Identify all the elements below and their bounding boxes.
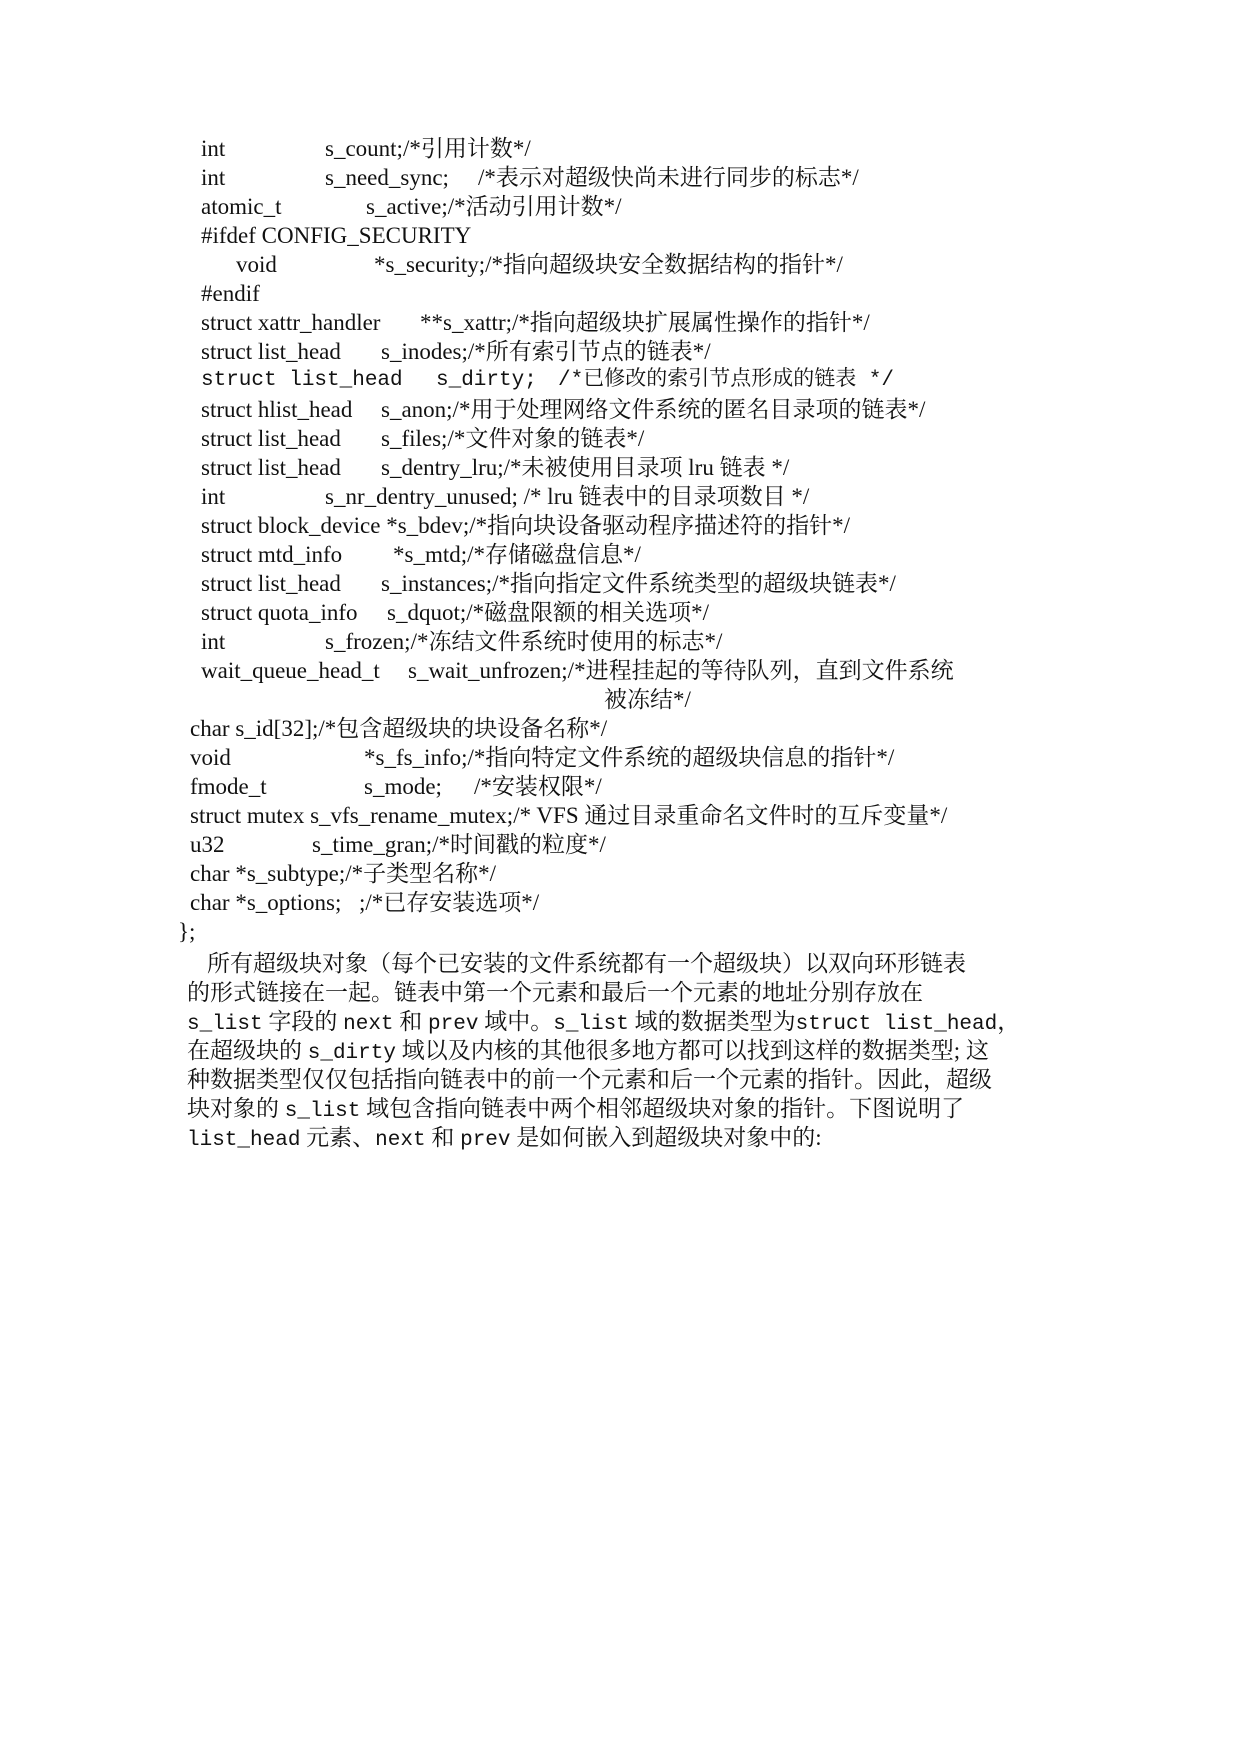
code-type: struct list_head: [201, 571, 341, 596]
code-member: s_active;/*活动引用计数*/: [366, 194, 622, 219]
code-directive: #endif: [201, 281, 260, 306]
code-type: struct xattr_handler: [201, 310, 381, 335]
code-member: *s_security;/*指向超级块安全数据结构的指针*/: [374, 252, 843, 277]
inline-text: 域包含指向链表中两个相邻超级块对象的指针。下图说明了: [360, 1096, 965, 1121]
code-type: int: [201, 629, 226, 654]
code-comment: /*已修改的索引节点形成的链表 */: [558, 369, 895, 392]
code-statement: char *s_subtype;/*子类型名称*/: [190, 861, 496, 886]
code-type: struct hlist_head: [201, 397, 353, 422]
code-member: *s_mtd;/*存储磁盘信息*/: [393, 542, 641, 567]
inline-text: 块对象的: [187, 1096, 285, 1121]
code-member: ;/*已存安装选项*/: [359, 890, 540, 915]
code-closing-brace: };: [178, 919, 196, 944]
code-statement: struct mutex s_vfs_rename_mutex;/* VFS 通过目录重命名文件时的互斥变量*/: [190, 803, 948, 828]
code-member: s_time_gran;/*时间戳的粒度*/: [312, 832, 606, 857]
inline-code: s_dirty: [307, 1042, 396, 1065]
code-statement: struct block_device *s_bdev;/*指向块设备驱动程序描述符的指针*/: [201, 513, 851, 538]
inline-text: 和: [393, 1009, 429, 1034]
code-member: s_wait_unfrozen;/*进程挂起的等待队列，直到文件系统: [408, 658, 954, 683]
inline-code: s_list: [553, 1013, 629, 1036]
code-member: s_anon;/*用于处理网络文件系统的匿名目录项的链表*/: [381, 397, 926, 422]
code-type: int: [201, 484, 226, 509]
code-statement: char s_id[32];/*包含超级块的块设备名称*/: [190, 716, 608, 741]
inline-text: 元素、: [300, 1125, 376, 1150]
code-type: struct list_head: [201, 339, 341, 364]
inline-text: 域中。: [478, 1009, 554, 1034]
code-member: **s_xattr;/*指向超级块扩展属性操作的指针*/: [420, 310, 870, 335]
inline-code: next: [375, 1129, 426, 1152]
code-member: s_dquot;/*磁盘限额的相关选项*/: [387, 600, 710, 625]
code-member: s_need_sync;: [325, 165, 449, 190]
inline-code: prev: [460, 1129, 511, 1152]
code-type: struct list_head: [201, 426, 341, 451]
code-type: fmode_t: [190, 774, 267, 799]
code-member: s_dentry_lru;/*未被使用目录项 lru 链表 */: [381, 455, 790, 480]
inline-text: 和: [425, 1125, 461, 1150]
paragraph-line-1: 所有超级块对象（每个已安装的文件系统都有一个超级块）以双向环形链表: [207, 951, 966, 976]
code-type: struct list_head: [201, 455, 341, 480]
inline-text: 在超级块的: [187, 1038, 308, 1063]
code-member: s_count;/*引用计数*/: [325, 136, 531, 161]
inline-text: 字段的: [262, 1009, 344, 1034]
code-member: *s_fs_info;/*指向特定文件系统的超级块信息的指针*/: [364, 745, 895, 770]
inline-text: ，: [997, 1009, 1021, 1034]
code-type: struct list_head: [201, 369, 403, 392]
code-type: atomic_t: [201, 194, 282, 219]
code-member: s_inodes;/*所有索引节点的链表*/: [381, 339, 711, 364]
inline-text: 是如何嵌入到超级块对象中的:: [510, 1125, 822, 1150]
inline-text: 域以及内核的其他很多地方都可以找到这样的数据类型; 这: [395, 1038, 989, 1063]
inline-code: s_list: [187, 1013, 263, 1036]
code-comment-continuation: 被冻结*/: [604, 687, 691, 712]
inline-code: list_head: [187, 1129, 301, 1152]
code-type: u32: [190, 832, 225, 857]
inline-code: s_list: [284, 1100, 361, 1123]
code-member: s_instances;/*指向指定文件系统类型的超级块链表*/: [381, 571, 896, 596]
code-member: s_frozen;/*冻结文件系统时使用的标志*/: [325, 629, 723, 654]
code-comment: /*安装权限*/: [474, 774, 602, 799]
code-member: s_mode;: [364, 774, 442, 799]
code-member: s_nr_dentry_unused; /* lru 链表中的目录项数目 */: [325, 484, 810, 509]
code-type: char *s_options;: [190, 890, 342, 915]
code-type: void: [236, 252, 277, 277]
inline-code: prev: [428, 1013, 479, 1036]
code-type: int: [201, 165, 226, 190]
code-directive: #ifdef CONFIG_SECURITY: [201, 223, 472, 248]
paragraph-line-7: [187, 1122, 822, 1157]
inline-text: 域的数据类型为: [628, 1009, 796, 1034]
inline-code: struct list_head: [795, 1013, 998, 1036]
paragraph-line-2: 的形式链接在一起。链表中第一个元素和最后一个元素的地址分别存放在: [187, 980, 923, 1005]
paragraph-line-5: 种数据类型仅仅包括指向链表中的前一个元素和后一个元素的指针。因此，超级: [187, 1067, 992, 1092]
code-type: int: [201, 136, 226, 161]
code-type: wait_queue_head_t: [201, 658, 380, 683]
code-type: void: [190, 745, 231, 770]
inline-code: next: [343, 1013, 394, 1036]
code-comment: /*表示对超级快尚未进行同步的标志*/: [478, 165, 859, 190]
code-member: s_files;/*文件对象的链表*/: [381, 426, 645, 451]
code-member: s_dirty;: [436, 369, 537, 392]
code-type: struct quota_info: [201, 600, 358, 625]
code-type: struct mtd_info: [201, 542, 343, 567]
